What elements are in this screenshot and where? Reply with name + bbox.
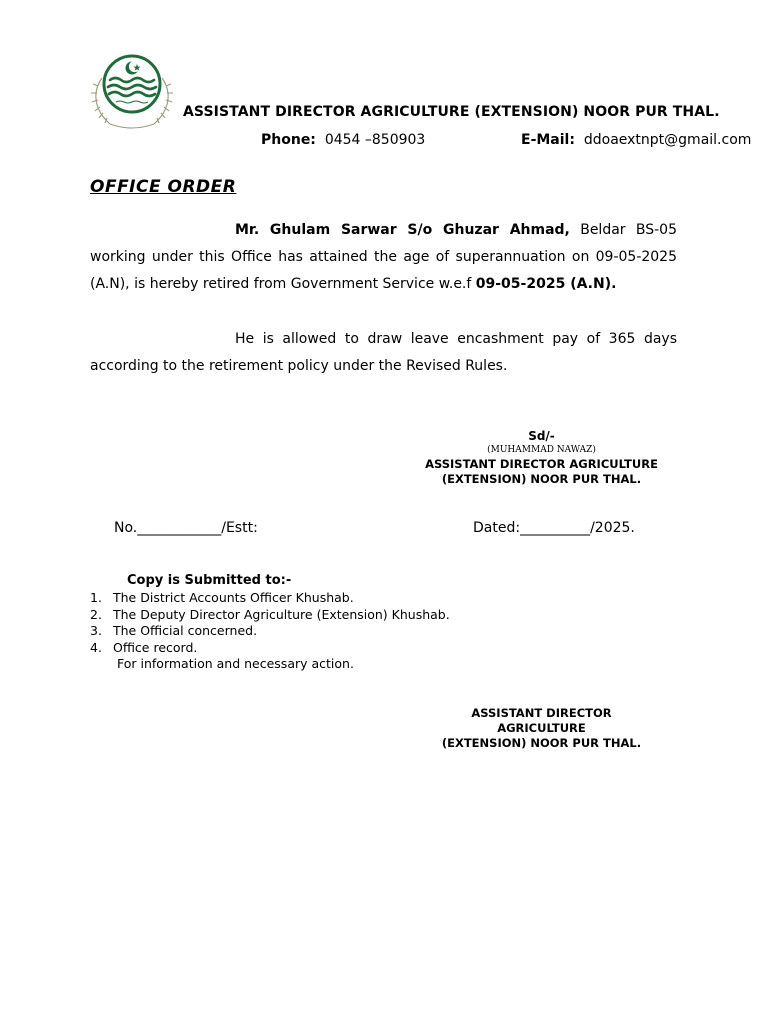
- email-label: E-Mail:: [521, 132, 575, 148]
- government-of-punjab-emblem-icon: [88, 48, 176, 132]
- copy-note: For information and necessary action.: [117, 656, 354, 671]
- list-item: 1. The District Accounts Officer Khushab.: [90, 590, 354, 605]
- copy-recipient-list: [90, 590, 450, 656]
- encashment-text: He is allowed to draw leave encashment pay of 365 days according to the retirement policy under the Revised Rules.: [90, 331, 677, 374]
- phone-value: 0454 –850903: [324, 132, 426, 148]
- list-item: 2. The Deputy Director Agriculture (Extension) Khushab.: [90, 606, 450, 622]
- footer-title-line3: (EXTENSION) NOOR PUR THAL.: [441, 736, 642, 750]
- retirement-body-text: Beldar BS-05 working under this Office has attained the age of superannuation on 09-05-2025 (A.N), is hereby retired from Government Service w.e.f: [90, 222, 677, 292]
- reference-number: No.____________/Estt:: [114, 520, 258, 536]
- employee-name: Mr. Ghulam Sarwar S/o Ghuzar Ahmad,: [235, 222, 570, 238]
- email-line: [521, 132, 751, 148]
- retirement-date: 09-05-2025 (A.N).: [475, 276, 617, 292]
- list-item: 3. The Official concerned.: [90, 623, 258, 638]
- list-item: 4. Office record.: [90, 639, 198, 655]
- footer-title-line2: AGRICULTURE: [497, 721, 586, 735]
- signatory-title-line2: (EXTENSION) NOOR PUR THAL.: [441, 472, 642, 486]
- retirement-paragraph: [90, 217, 677, 298]
- phone-label: Phone:: [261, 132, 316, 148]
- signatory-name: (MUHAMMAD NAWAZ): [487, 445, 596, 455]
- signature-sd: Sd/-: [528, 429, 555, 443]
- copy-heading: Copy is Submitted to:-: [127, 573, 292, 588]
- office-title-header: ASSISTANT DIRECTOR AGRICULTURE (EXTENSION) NOOR PUR THAL.: [183, 104, 720, 120]
- reference-date: Dated:__________/2025.: [473, 520, 635, 536]
- phone-line: [261, 132, 425, 148]
- email-value: ddoaextnpt@gmail.com: [583, 132, 752, 148]
- footer-title-line1: ASSISTANT DIRECTOR: [471, 706, 612, 720]
- office-order-heading: OFFICE ORDER: [90, 177, 237, 197]
- encashment-paragraph: [90, 326, 677, 380]
- signatory-title-line1: ASSISTANT DIRECTOR AGRICULTURE: [425, 457, 658, 471]
